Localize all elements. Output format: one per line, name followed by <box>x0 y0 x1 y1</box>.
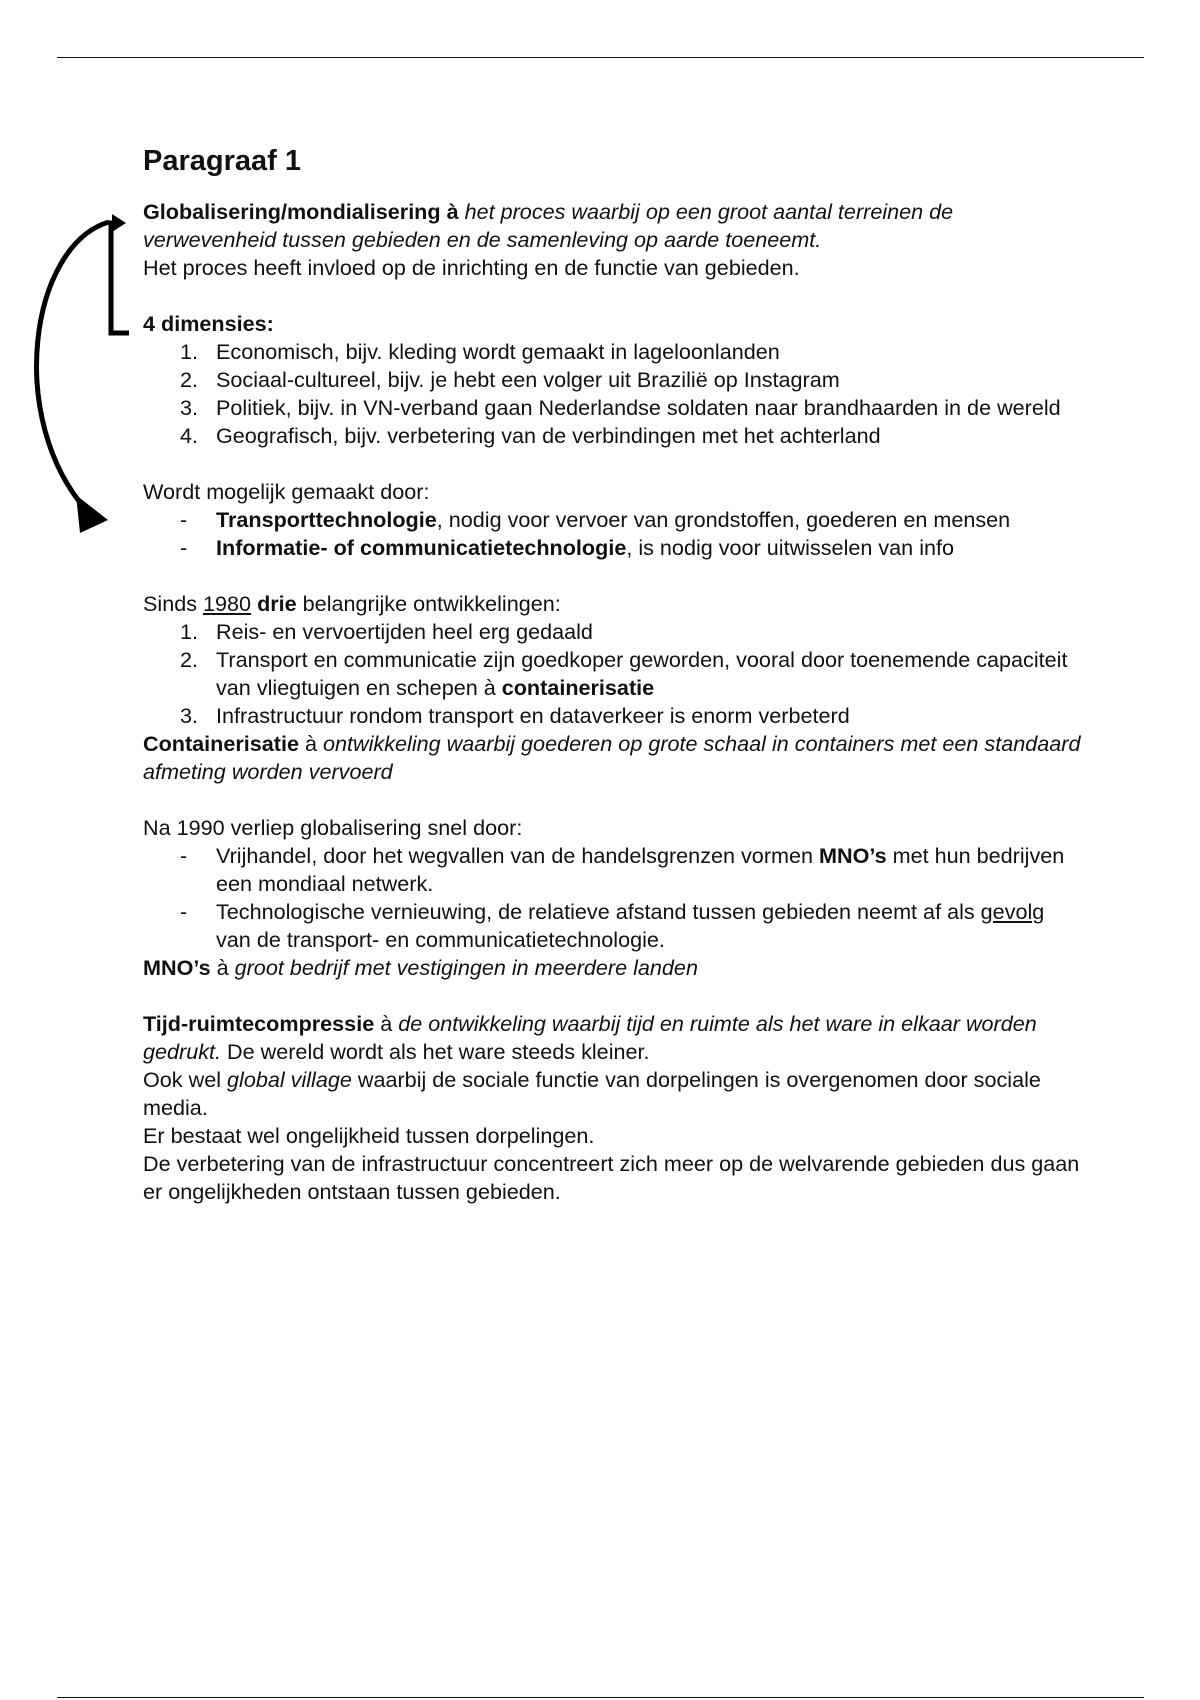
ontwikkelingen-list <box>143 618 1083 730</box>
list-item: 1. Economisch, bijv. kleding wordt gemaakt in lageloonlanden <box>179 339 780 364</box>
list-item: - Informatie- of communicatietechnologie, is nodig voor uitwisselen van info <box>180 535 955 560</box>
list-item: 1. Reis- en vervoertijden heel erg gedaald <box>179 619 593 644</box>
page-title: Paragraaf 1 <box>143 145 301 177</box>
mnos-definition: MNO’s à groot bedrijf met vestigingen in meerdere landen <box>143 955 698 980</box>
footer-rule <box>57 1697 1144 1698</box>
curved-arrow <box>37 222 109 533</box>
list-item: 3. Infrastructuur rondom transport en dataverkeer is enorm verbeterd <box>179 703 850 728</box>
list-item: - Vrijhandel, door het wegvallen van de handelsgrenzen vormen MNO’s met hun bedrijven een mondiaal netwerk. <box>180 843 1065 896</box>
globalisering-note: Het proces heeft invloed op de inrichting en de functie van gebieden. <box>143 255 800 280</box>
na1990-intro: Na 1990 verliep globalisering snel door: <box>143 815 523 840</box>
dimensies-heading: 4 dimensies: <box>143 311 274 336</box>
list-item: 2. Transport en communicatie zijn goedkoper geworden, vooral door toenemende capaciteit van vliegtuigen en schepen à containerisatie <box>179 647 1068 700</box>
dimensies-list <box>143 338 1083 450</box>
ongelijkheid-text: Er bestaat wel ongelijkheid tussen dorpelingen. <box>143 1123 595 1148</box>
list-item: 4. Geografisch, bijv. verbetering van de verbindingen met het achterland <box>179 423 881 448</box>
arrow-symbol: à <box>446 199 459 224</box>
containerisatie-definition: Containerisatie à ontwikkeling waarbij goederen op grote schaal in containers met een standaard afmeting worden vervoerd <box>143 731 1081 784</box>
globalisering-term: Globalisering/mondialisering <box>143 199 441 224</box>
globalisering-definition <box>143 198 1083 254</box>
tijd-definition: Tijd-ruimtecompressie à de ontwikkeling waarbij tijd en ruimte als het ware in elkaar worden gedrukt. De wereld wordt als het ware steeds kleiner. <box>143 1011 1037 1064</box>
list-item: - Technologische vernieuwing, de relatieve afstand tussen gebieden neemt af als gevolg van de transport- en communicatietechnologie. <box>180 899 1045 952</box>
mogelijk-list <box>143 506 1083 562</box>
list-item: 3. Politiek, bijv. in VN-verband gaan Nederlandse soldaten naar brandhaarden in de wereld <box>179 395 1061 420</box>
na1990-list <box>143 842 1083 954</box>
mogelijk-intro: Wordt mogelijk gemaakt door: <box>143 479 430 504</box>
document-body <box>143 143 1083 1206</box>
bracket-arrow <box>111 214 129 333</box>
global-village-text: Ook wel global village waarbij de sociale functie van dorpelingen is overgenomen door sociale media. <box>143 1067 1041 1120</box>
infrastructuur-text: De verbetering van de infrastructuur concentreert zich meer op de welvarende gebieden dus gaan er ongelijkheden ontstaan tussen gebieden. <box>143 1151 1080 1204</box>
globalisering-text: het proces waarbij op een groot aantal terreinen de verwevenheid tussen gebieden en de samenleving op aarde toeneemt. <box>143 199 954 252</box>
list-item: - Transporttechnologie, nodig voor vervoer van grondstoffen, goederen en mensen <box>180 507 1011 532</box>
sinds-intro: Sinds 1980 drie belangrijke ontwikkelingen: <box>143 591 561 616</box>
list-item: 2. Sociaal-cultureel, bijv. je hebt een volger uit Brazilië op Instagram <box>179 367 840 392</box>
header-rule <box>57 57 1144 58</box>
